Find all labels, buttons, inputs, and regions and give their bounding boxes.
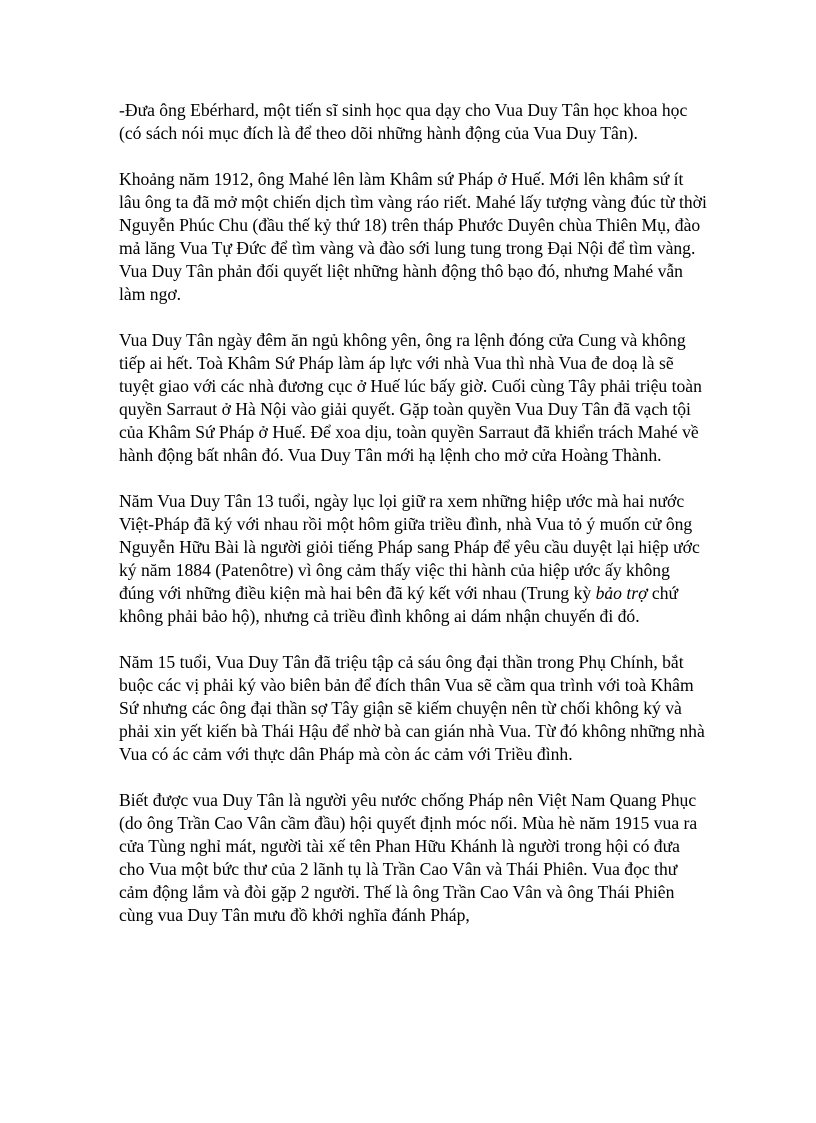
paragraph-treaty-review <box>119 490 709 628</box>
paragraph-treaty-text-start: Năm Vua Duy Tân 13 tuổi, ngày lục lọi giữ ra xem những hiệp ước mà hai nước Việt-Pháp đã ký với nhau rồi một hôm giữa triều đình, nhà Vua tỏ ý muốn cử ông Nguyễn Hữu Bài là người giỏi tiếng Pháp sang Pháp để yêu cầu duyệt lại hiệp ước ký năm 1884 (Patenôtre) vì ông cảm thấy việc thi hành của hiệp ước ấy không đúng với những điều kiện mà hai bên đã ký kết với nhau (Trung kỳ <box>119 491 700 603</box>
paragraph-eberhard: -Đưa ông Ebérhard, một tiến sĩ sinh học qua dạy cho Vua Duy Tân học khoa học (có sách nói mục đích là để theo dõi những hành động của Vua Duy Tân). <box>119 100 688 143</box>
paragraph-quang-phuc: Biết được vua Duy Tân là người yêu nước chống Pháp nên Việt Nam Quang Phục (do ông Trần Cao Vân cầm đầu) hội quyết định móc nối. Mùa hè năm 1915 vua ra cửa Tùng nghỉ mát, người tài xế tên Phan Hữu Khánh là người trong hội có đưa cho Vua một bức thư của 2 lãnh tụ là Trần Cao Vân và Thái Phiên. Vua đọc thư cảm động lắm và đòi gặp 2 người. Thế là ông Trần Cao Vân và ông Thái Phiên cùng vua Duy Tân mưu đồ khởi nghĩa đánh Pháp, <box>119 790 698 925</box>
paragraph-treaty-text-end: chứ không phải bảo hộ), nhưng cả triều đình không ai dám nhận chuyến đi đó. <box>119 583 679 626</box>
paragraph-mahe-gold: Khoảng năm 1912, ông Mahé lên làm Khâm sứ Pháp ở Huế. Mới lên khâm sứ ít lâu ông ta đã mở một chiến dịch tìm vàng ráo riết. Mahé lấy tượng vàng đúc từ thời Nguyễn Phúc Chu (đầu thế kỷ thứ 18) trên tháp Phước Duyên chùa Thiên Mụ, đào mả lăng Vua Tự Đức để tìm vàng và đào sới lung tung trong Đại Nội để tìm vàng. Vua Duy Tân phản đối quyết liệt những hành động thô bạo đó, nhưng Mahé vẫn làm ngơ. <box>119 169 707 304</box>
italic-term: bảo trợ <box>595 583 648 603</box>
paragraph-regents: Năm 15 tuổi, Vua Duy Tân đã triệu tập cả sáu ông đại thần trong Phụ Chính, bắt buộc các vị phải ký vào biên bản để đích thân Vua sẽ cầm qua trình với toà Khâm Sứ nhưng các ông đại thần sợ Tây giận sẽ kiếm chuyện nên từ chối không ký và phải xin yết kiến bà Thái Hậu để nhờ bà can gián nhà Vua. Từ đó không những nhà Vua có ác cảm với thực dân Pháp mà còn ác cảm với Triều đình. <box>119 652 705 764</box>
document-body <box>119 99 709 927</box>
paragraph-palace-closure: Vua Duy Tân ngày đêm ăn ngủ không yên, ông ra lệnh đóng cửa Cung và không tiếp ai hết. Toà Khâm Sứ Pháp làm áp lực với nhà Vua thì nhà Vua đe doạ là sẽ tuyệt giao với các nhà đương cục ở Huế lúc bấy giờ. Cuối cùng Tây phải triệu toàn quyền Sarraut ở Hà Nội vào giải quyết. Gặp toàn quyền Vua Duy Tân đã vạch tội của Khâm Sứ Pháp ở Huế. Để xoa dịu, toàn quyền Sarraut đã khiển trách Mahé về hành động bất nhân đó. Vua Duy Tân mới hạ lệnh cho mở cửa Hoàng Thành. <box>119 330 702 465</box>
